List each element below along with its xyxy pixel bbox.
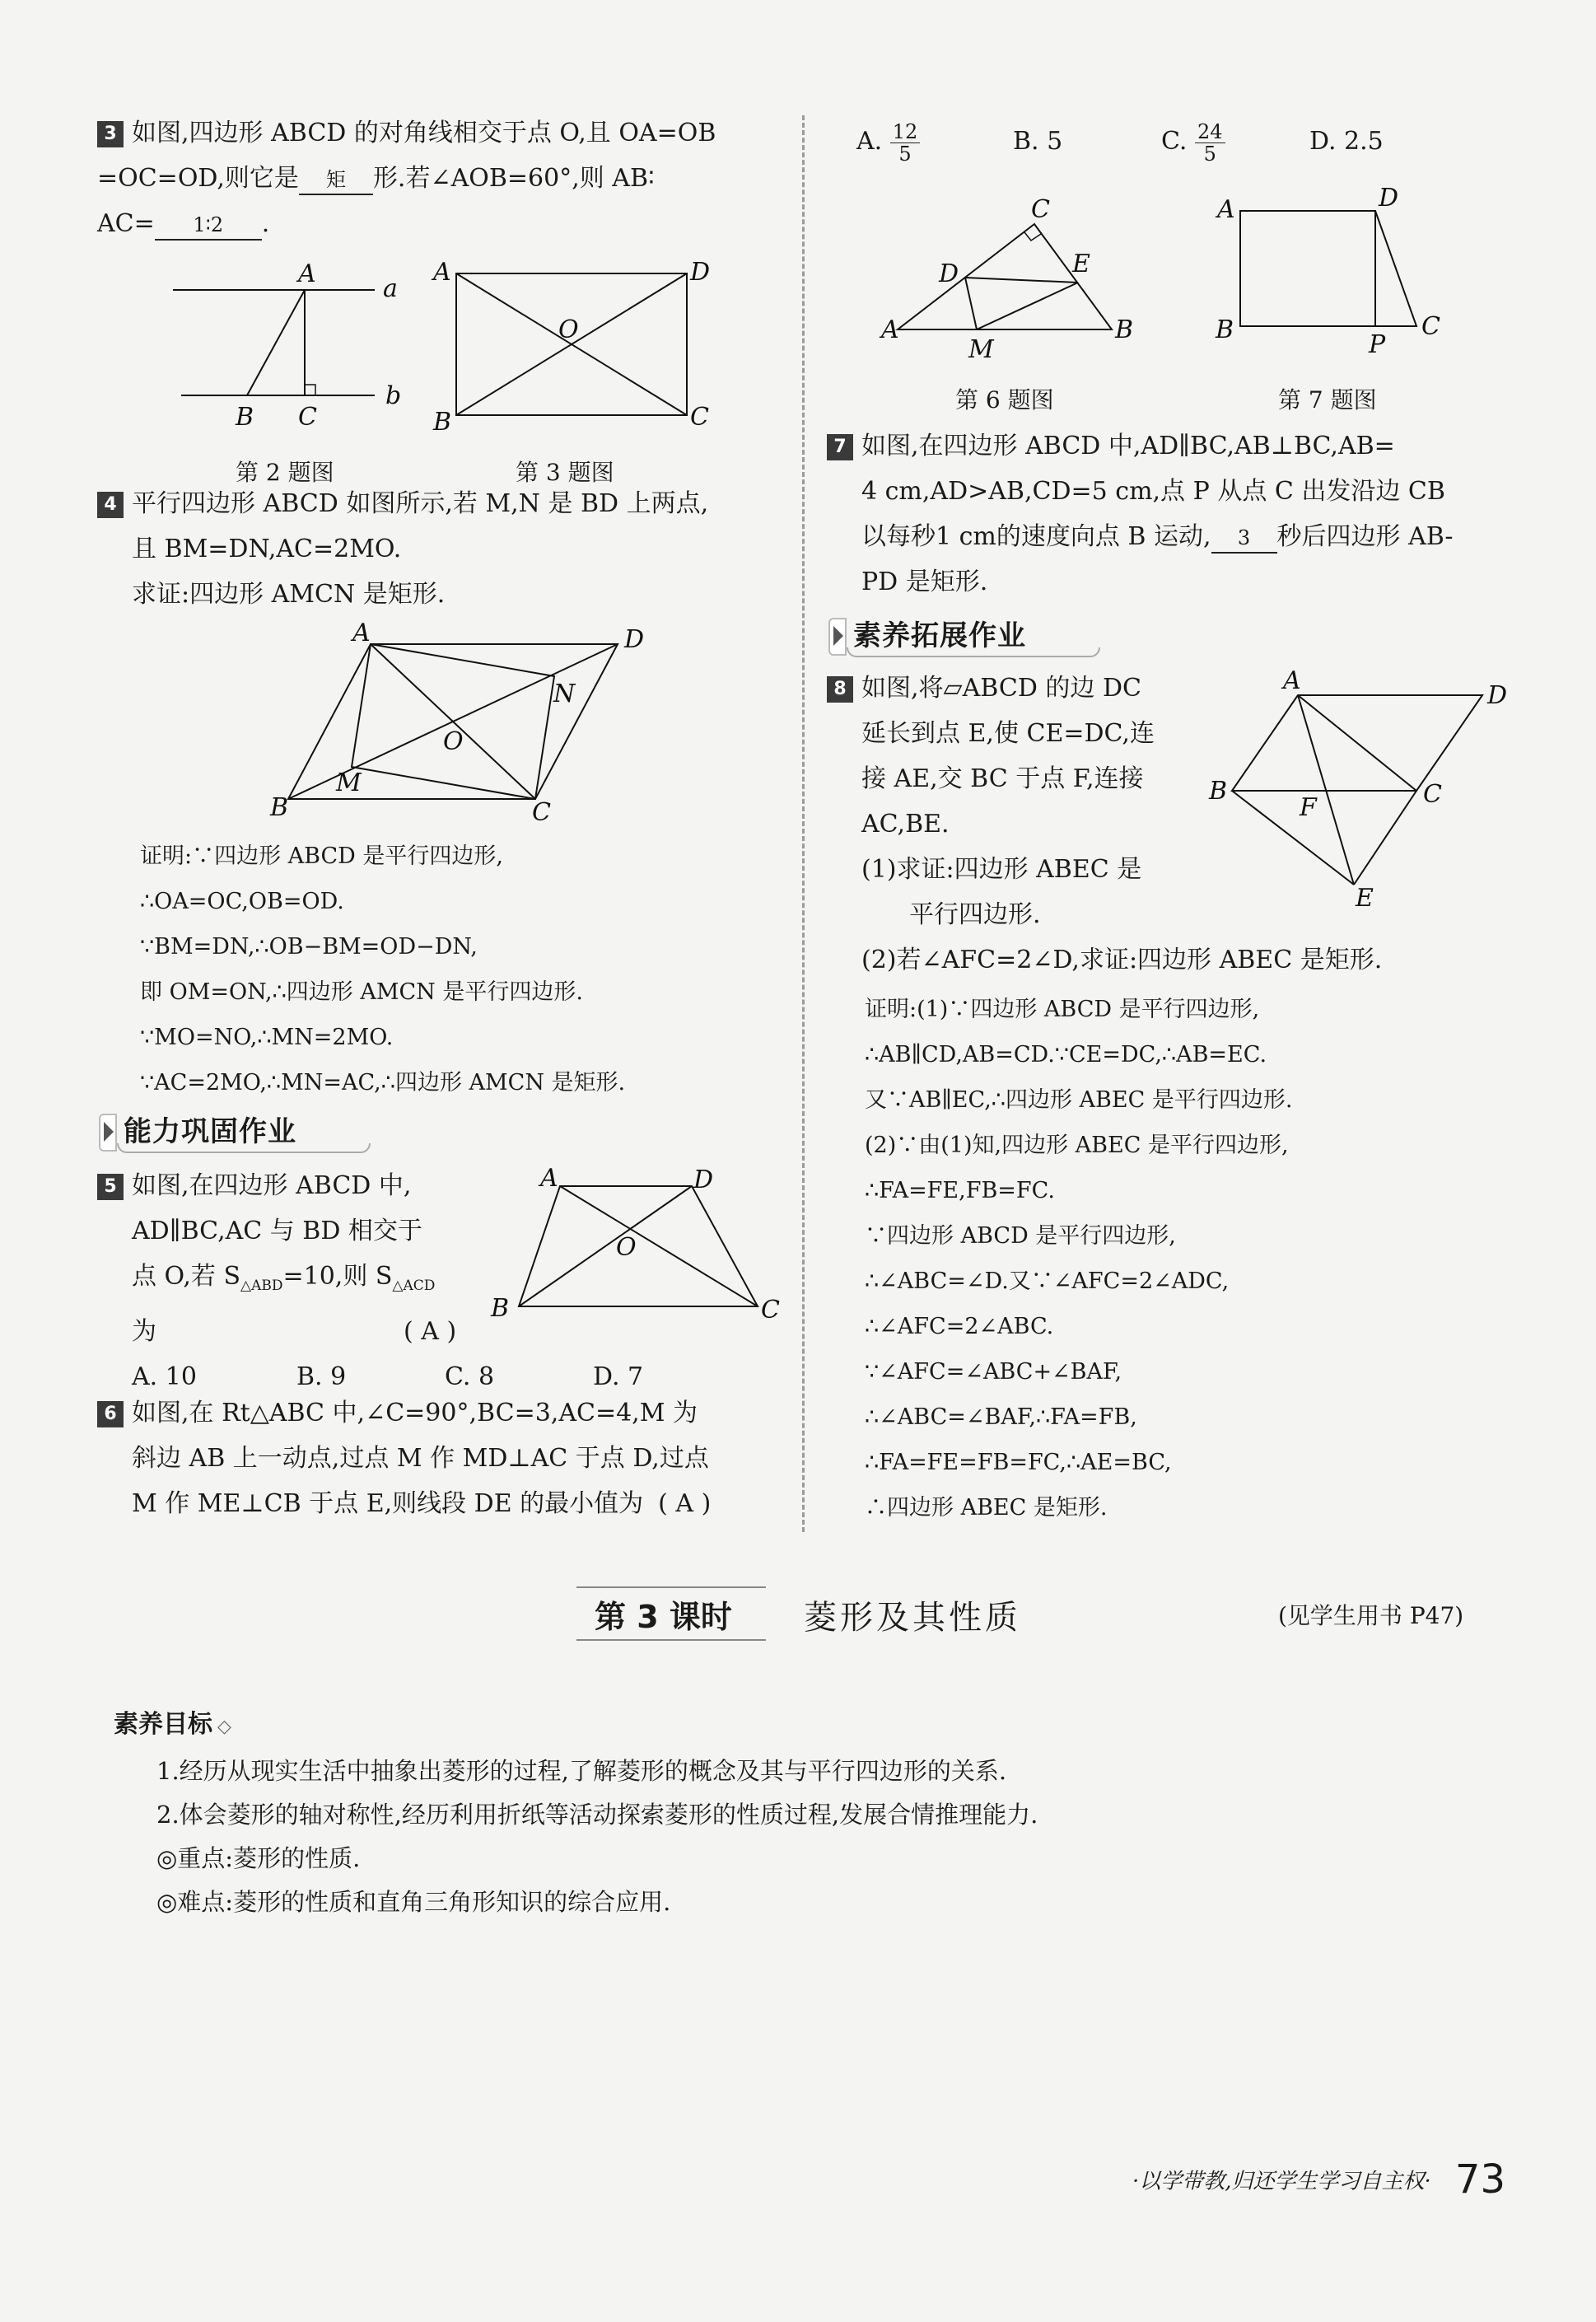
proof-line: 证明:(1)∵四边形 ABCD 是平行四边形, (865, 997, 1260, 1022)
fig-label: O (616, 1233, 637, 1262)
fig-label: C (532, 798, 551, 827)
proof-line: ∴FA=FE=FB=FC,∴AE=BC, (865, 1450, 1172, 1475)
problem-text: (2)若∠AFC=2∠D,求证:四边形 ABEC 是矩形. (861, 946, 1383, 974)
section-title: 能力巩固作业 (124, 1115, 296, 1148)
problem-text: 接 AE,交 BC 于点 F,连接 (861, 764, 1144, 793)
fig-label: M (968, 335, 994, 364)
fig-label: E (1356, 884, 1374, 913)
problem-text: 如图,在 Rt△ABC 中,∠C=90°,BC=3,AC=4,M 为 (132, 1399, 698, 1427)
problem-text: 4 cm,AD>AB,CD=5 cm,点 P 从点 C 出发沿边 CB (861, 477, 1445, 506)
proof-4 (140, 834, 791, 1105)
fig-label: A (298, 259, 316, 288)
problem-text: =10,则 S (282, 1262, 393, 1291)
problem-text: AD∥BC,AC 与 BD 相交于 (132, 1217, 422, 1245)
proof-line: ∴∠ABC=∠BAF,∴FA=FB, (865, 1404, 1137, 1430)
figure-2 (165, 255, 412, 437)
diamond-icon: ◇ (217, 1717, 231, 1737)
proof-line: 证明:∵四边形 ABCD 是平行四边形, (140, 843, 503, 869)
problem-number: 6 (97, 1401, 124, 1427)
answer-blank: 3 (1211, 524, 1277, 554)
arrow-icon (828, 618, 847, 656)
fig-label: P (1369, 330, 1386, 359)
proof-line: ∴∠AFC=2∠ABC. (865, 1314, 1054, 1339)
problem-text: 如图,四边形 ABCD 的对角线相交于点 O,且 OA=OB (132, 119, 716, 147)
problem-text: AC,BE. (861, 810, 950, 839)
proof-8 (865, 987, 1556, 1530)
problem-text: 点 O,若 S (132, 1262, 240, 1291)
lesson-label: 第 3 课时 (595, 1599, 732, 1635)
section-header-extend (828, 613, 1100, 659)
fig-label: A (881, 315, 899, 344)
section-underline (117, 1143, 371, 1153)
goals-title-text: 素养目标 (114, 1710, 212, 1739)
fig-label: B (1115, 315, 1134, 344)
option-b: B. 5 (1013, 127, 1063, 156)
goal-item: ◎重点:菱形的性质. (156, 1844, 361, 1872)
punct: . (261, 209, 270, 238)
goal-item: 2.体会菱形的轴对称性,经历利用折纸等活动探索菱形的性质过程,发展合情推理能力. (156, 1801, 1038, 1829)
fig-label: D (693, 1166, 714, 1194)
problem-text: M 作 ME⊥CB 于点 E,则线段 DE 的最小值为 (132, 1489, 644, 1518)
fig-label: E (1072, 250, 1090, 278)
subscript: △ABD (240, 1278, 283, 1294)
fraction (1195, 121, 1225, 165)
problem-text: (1)求证:四边形 ABEC 是 (861, 855, 1142, 884)
section-title: 素养拓展作业 (853, 619, 1026, 652)
problem-7 (827, 423, 1543, 605)
numerator: 12 (890, 121, 921, 143)
lesson-header (0, 1580, 1596, 1646)
fig-label: O (558, 315, 579, 344)
fig-label: b (385, 381, 402, 410)
problem-text: 延长到点 E,使 CE=DC,连 (861, 719, 1155, 748)
figure-5 (486, 1164, 791, 1329)
lesson-reference: (见学生用书 P47) (1278, 1602, 1464, 1629)
answer-blank: 矩 (299, 166, 373, 195)
problem-text: 以每秒1 cm的速度向点 B 运动, (861, 522, 1211, 551)
proof-line: ∴∠ABC=∠D.又∵∠AFC=2∠ADC, (865, 1268, 1230, 1294)
answer-choice: ( A ) (658, 1489, 712, 1518)
fig-label: D (1487, 681, 1508, 710)
option: D. 7 (593, 1362, 644, 1391)
problem-4 (97, 481, 789, 617)
figure-6 (873, 189, 1153, 371)
fig-label: A (1283, 666, 1301, 695)
figure-caption: 第 7 题图 (1278, 386, 1377, 413)
proof-line: ∴OA=OC,OB=OD. (140, 889, 344, 914)
option-d: D. 2.5 (1309, 127, 1384, 156)
option-a (856, 117, 1013, 166)
problem-text: =OC=OD,则它是 (97, 164, 299, 193)
problem-text: 平行四边形 ABCD 如图所示,若 M,N 是 BD 上两点, (132, 489, 709, 518)
figure-caption: 第 2 题图 (236, 459, 334, 486)
option-c (1161, 117, 1309, 166)
goal-item: ◎难点:菱形的性质和直角三角形知识的综合应用. (156, 1888, 671, 1916)
goal-item: 1.经历从现实生活中抽象出菱形的过程,了解菱形的概念及其与平行四边形的关系. (156, 1757, 1007, 1785)
fig-label: N (553, 680, 576, 708)
fig-label: B (1209, 777, 1228, 806)
problem-number: 5 (97, 1174, 124, 1200)
fig-label: C (298, 403, 317, 432)
proof-line: ∵∠AFC=∠ABC+∠BAF, (865, 1359, 1122, 1385)
fig-label: F (1300, 793, 1317, 822)
problem-text: 如图,在四边形 ABCD 中,AD∥BC,AB⊥BC,AB= (861, 432, 1395, 460)
proof-line: 又∵AB∥EC,∴四边形 ABEC 是平行四边形. (865, 1087, 1293, 1113)
figure-4 (264, 619, 659, 827)
fig-label: A (1217, 195, 1235, 224)
fig-label: a (383, 274, 398, 303)
problem-text: 斜边 AB 上一动点,过点 M 作 MD⊥AC 于点 D,过点 (132, 1444, 709, 1473)
fig-label: C (1423, 780, 1442, 809)
proof-line: ∵四边形 ABCD 是平行四边形, (865, 1223, 1176, 1249)
fig-label: B (1216, 315, 1234, 344)
problem-number: 8 (827, 676, 853, 703)
column-divider (802, 115, 805, 1532)
problem-number: 4 (97, 492, 124, 518)
problem-text: 求证:四边形 AMCN 是矩形. (132, 580, 446, 609)
arrow-icon (99, 1114, 117, 1152)
fig-label: B (270, 793, 289, 822)
problem-text: 且 BM=DN,AC=2MO. (132, 535, 402, 563)
fig-label: A (352, 619, 371, 647)
numerator: 24 (1195, 121, 1225, 143)
option: B. 9 (296, 1362, 347, 1391)
problem-6-options (856, 117, 1565, 166)
problem-text: 形.若∠AOB=60°,则 AB∶ (372, 164, 655, 193)
section-header-ability (99, 1109, 371, 1155)
fig-label: A (540, 1164, 558, 1193)
proof-line: ∵MO=NO,∴MN=2MO. (140, 1025, 394, 1050)
fraction (890, 121, 921, 165)
fig-label: B (433, 408, 452, 437)
fig-label: D (690, 258, 711, 287)
proof-line: 即 OM=ON,∴四边形 AMCN 是平行四边形. (140, 979, 583, 1005)
figure-7 (1202, 186, 1474, 367)
figure-caption: 第 3 题图 (516, 459, 614, 486)
figure-3 (428, 255, 716, 437)
problem-3 (97, 110, 789, 246)
fig-label: D (624, 625, 645, 654)
problem-text: 平行四边形. (909, 900, 1041, 929)
problem-text: PD 是矩形. (861, 568, 988, 596)
option: C. 8 (445, 1362, 495, 1391)
option: A. 10 (132, 1362, 197, 1391)
footer-slogan: ·以学带教,归还学生学习自主权· (1132, 2169, 1431, 2194)
denominator: 5 (1203, 142, 1216, 166)
fig-label: M (336, 769, 362, 797)
fig-label: D (939, 259, 959, 288)
proof-line: ∴AB∥CD,AB=CD.∵CE=DC,∴AB=EC. (865, 1042, 1267, 1068)
fig-label: B (491, 1294, 510, 1323)
problem-text: 为 (132, 1317, 156, 1346)
lesson-title: 菱形及其性质 (804, 1599, 1021, 1637)
problem-text: 如图,将▱ABCD 的边 DC (861, 674, 1141, 703)
problem-text: 如图,在四边形 ABCD 中, (132, 1171, 412, 1200)
proof-line: ∴FA=FE,FB=FC. (865, 1178, 1055, 1203)
fig-label: A (433, 258, 451, 287)
problem-number: 7 (827, 434, 853, 460)
subscript: △ACD (392, 1278, 436, 1294)
option-prefix: C. (1161, 127, 1188, 156)
figure-caption: 第 6 题图 (955, 386, 1054, 413)
problem-number: 3 (97, 121, 124, 147)
fig-label: C (761, 1296, 780, 1325)
proof-line: ∵BM=DN,∴OB−BM=OD−DN, (140, 934, 478, 960)
problem-text: AC= (97, 209, 155, 238)
page-footer (1132, 2156, 1505, 2203)
section-underline (847, 647, 1100, 657)
fig-label: C (1031, 195, 1050, 224)
fig-label: D (1379, 184, 1399, 213)
proof-line: ∵AC=2MO,∴MN=AC,∴四边形 AMCN 是矩形. (140, 1070, 626, 1096)
goals-title (114, 1703, 231, 1740)
proof-line: (2)∵由(1)知,四边形 ABEC 是平行四边形, (865, 1133, 1289, 1158)
fig-label: O (443, 727, 464, 756)
page-number: 73 (1454, 2156, 1505, 2203)
fig-label: B (236, 403, 254, 432)
proof-line: ∴四边形 ABEC 是矩形. (865, 1495, 1108, 1521)
fig-label: C (1421, 312, 1440, 341)
problem-text: 秒后四边形 AB- (1276, 522, 1454, 551)
goals-list (156, 1750, 1556, 1924)
fig-label: C (690, 403, 709, 432)
problem-6 (97, 1390, 797, 1526)
answer-choice: ( A ) (404, 1317, 457, 1346)
figure-8 (1202, 666, 1532, 913)
answer-blank: 1∶2 (155, 211, 262, 241)
denominator: 5 (898, 142, 912, 166)
option-prefix: A. (856, 127, 883, 156)
